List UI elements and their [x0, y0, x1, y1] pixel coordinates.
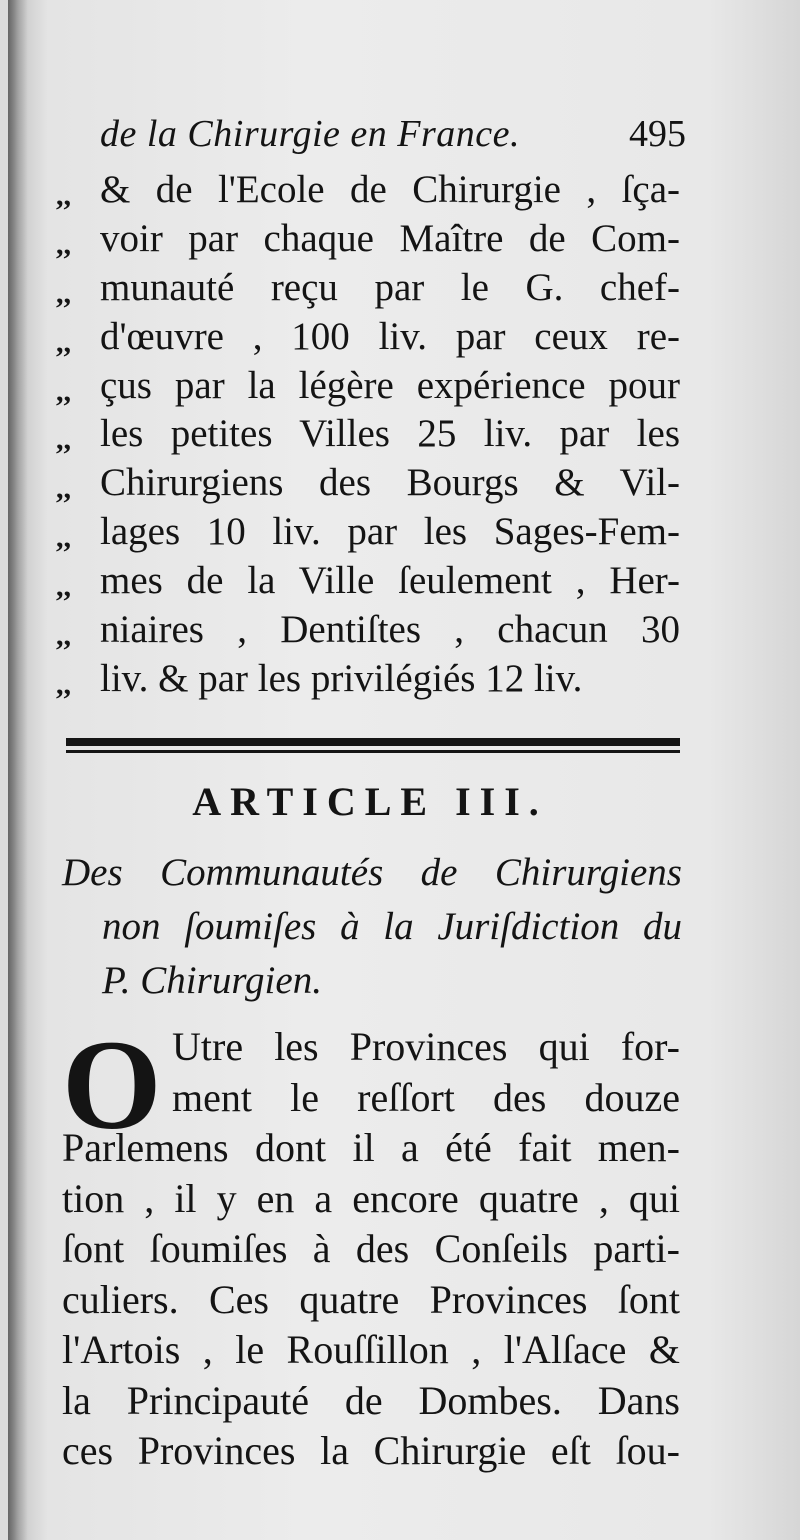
quote-mark: ,,	[56, 619, 71, 653]
quote-mark: ,,	[56, 667, 71, 701]
text-line: voir par chaque Maître de Com-	[100, 216, 680, 260]
binding-shadow	[8, 0, 28, 1540]
quote-mark: ,,	[56, 570, 71, 604]
text-line: niaires , Dentiſtes , chacun 30	[100, 608, 680, 652]
subtitle-line: P. Chirurgien.	[102, 959, 322, 1002]
text-line: culiers. Ces quatre Provinces ſont	[62, 1276, 680, 1322]
article-heading: ARTICLE III.	[192, 779, 548, 824]
running-title: de la Chirurgie en France.	[100, 113, 521, 155]
quote-mark: ,,	[56, 423, 71, 457]
quote-mark: ,,	[56, 374, 71, 408]
text-line: ſont ſoumiſes à des Conſeils parti-	[62, 1226, 680, 1271]
text-line: liv. & par les privilégiés 12 liv.	[100, 656, 583, 700]
divider-thick-rule	[66, 738, 680, 746]
quote-mark: ,,	[56, 472, 71, 506]
quotation-marks-column	[56, 172, 96, 710]
text-line: çus par la légère expérience pour	[100, 363, 680, 407]
drop-cap: O	[62, 1014, 162, 1156]
text-line: l'Artois , le Rouſſillon , l'Alſace &	[62, 1327, 680, 1372]
divider-thin-rule	[66, 750, 680, 753]
text-line: ces Provinces la Chirurgie eſt ſou-	[62, 1428, 680, 1473]
subtitle-line: Des Communautés de Chirurgiens	[62, 851, 682, 894]
text-line: la Principauté de Dombes. Dans	[62, 1377, 680, 1423]
text-line: munauté reçu par le G. chef-	[100, 265, 680, 309]
quote-mark: ,,	[56, 227, 71, 261]
page-number: 495	[629, 113, 686, 155]
text-line: Utre les Provinces qui for-	[172, 1024, 680, 1069]
quote-mark: ,,	[56, 325, 71, 359]
page-header	[100, 112, 690, 166]
text-line: Parlemens dont il a été fait men-	[62, 1125, 680, 1170]
text-line: & de l'Ecole de Chirurgie , ſça-	[100, 168, 680, 211]
quote-mark: ,,	[56, 521, 71, 555]
text-line: Chirurgiens des Bourgs & Vil-	[100, 461, 680, 505]
text-line: mes de la Ville ſeulement , Her-	[100, 559, 680, 603]
quote-mark: ,,	[56, 179, 71, 212]
text-line: ment le reſſort des douze	[172, 1074, 680, 1120]
body-paragraph	[62, 1014, 680, 1477]
text-line: d'œuvre , 100 liv. par ceux re-	[100, 314, 680, 358]
quoted-paragraph	[100, 166, 680, 704]
quote-mark: ,,	[56, 276, 71, 310]
section-divider	[66, 738, 680, 756]
subtitle-line: non ſoumiſes à la Juriſdiction du	[102, 905, 682, 948]
text-line: lages 10 liv. par les Sages-Fem-	[100, 510, 680, 554]
text-line: les petites Villes 25 liv. par les	[100, 412, 680, 456]
text-line: tion , il y en a encore quatre , qui	[62, 1175, 680, 1221]
article-subtitle	[62, 846, 682, 1008]
